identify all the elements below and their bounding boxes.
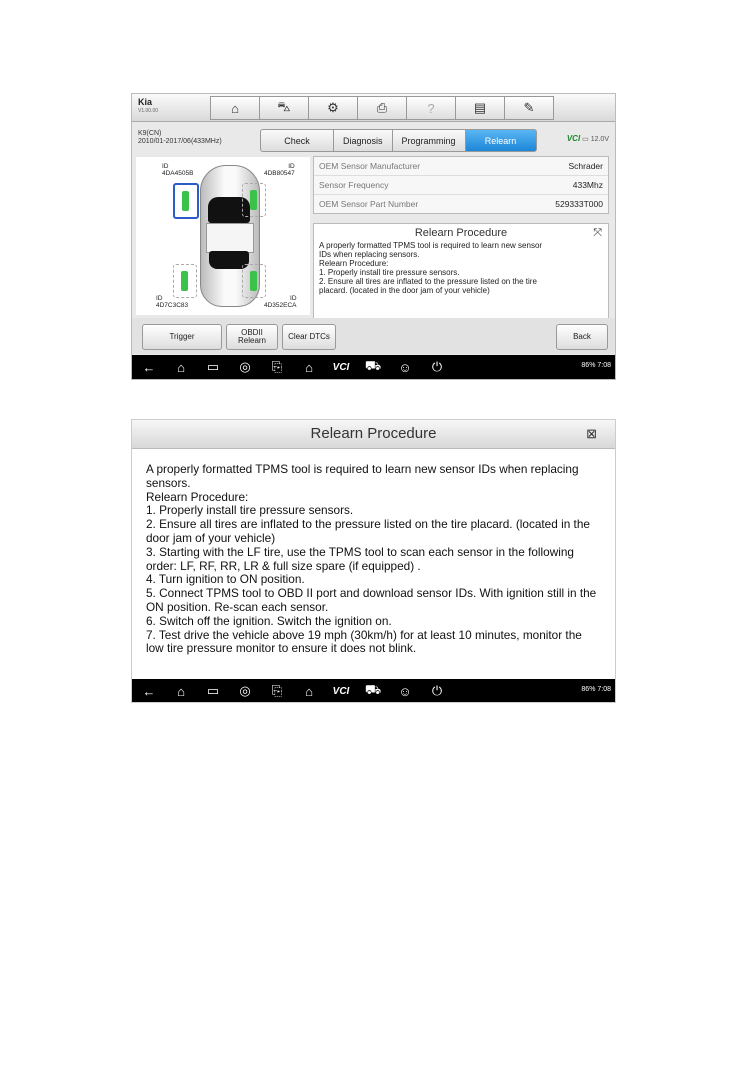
oem-value: 529333T000 [555,199,603,209]
text-line: 5. Connect TPMS tool to OBD II port and download sensor IDs. With ignition still in the [146,586,597,601]
text-line: low tire pressure monitor to ensure it does not blink. [146,641,417,656]
back-icon[interactable]: ← [142,683,156,699]
maxisys-home-icon[interactable]: ⌂ [305,359,313,375]
chrome-icon[interactable]: ◎ [239,359,251,374]
oem-value: 433Mhz [572,180,603,190]
help-icon[interactable]: ? [406,96,455,120]
app-version: V1.00.00 [138,108,159,114]
text-line: sensors. [146,475,191,490]
vci-icon[interactable]: VCI [332,361,350,373]
function-tabs [260,129,537,152]
clock: 7:08 [597,686,611,693]
action-bar [132,318,615,354]
chrome-icon[interactable]: ◎ [239,683,251,698]
vehicle-lift-icon[interactable]: ⛍ [259,96,308,120]
button-label: OBDII [241,328,263,337]
relearn-text [146,463,606,656]
home-icon[interactable]: ⌂ [210,96,259,120]
relearn-procedure-fullscreen [131,419,616,703]
back-button[interactable]: Back [556,324,608,350]
oem-row [314,195,608,213]
battery-percent: 86% [581,686,596,693]
vci-status [567,134,609,143]
tpms-relearn-screen [131,93,616,380]
tire-rf[interactable] [242,183,266,217]
trigger-button[interactable]: Trigger [142,324,222,350]
text-line: 1. Properly install tire pressure sensors. [319,268,460,277]
power-icon[interactable]: ⏻ [431,359,443,374]
android-nav-bar [132,355,615,379]
text-line: A properly formatted TPMS tool is required to learn new sensor IDs when replacing [146,462,579,476]
text-line: 3. Starting with the LF tire, use the TPMS tool to scan each sensor in the following [146,544,574,559]
tire-lf[interactable] [173,183,199,219]
gear-icon[interactable]: ⚙ [308,96,357,120]
obdii-relearn-button[interactable] [226,324,278,350]
oem-value: Schrader [568,161,603,171]
tire-sensor-panel [136,157,310,315]
tire-sensor-indicator [181,271,188,291]
sensor-id-value: 4D7C3C83 [156,302,189,309]
text-line: IDs when replacing sensors. [319,250,420,259]
vci-icon[interactable]: VCI [332,685,350,697]
vehicle-icon[interactable]: ⛟ [364,358,382,373]
sensor-id-rr [264,295,297,309]
battery-percent: 86% [581,362,596,369]
text-line: Relearn Procedure: [319,259,389,268]
clock: 7:08 [597,362,611,369]
save-icon[interactable]: ▤ [455,96,504,120]
status-area [581,362,611,369]
oem-sensor-info [313,156,609,214]
home-icon[interactable]: ⌂ [177,359,185,375]
users-icon[interactable]: ☺ [398,683,412,699]
printer-icon[interactable]: ⎙ [357,96,406,120]
oem-label: OEM Sensor Manufacturer [319,161,421,171]
vehicle-years: 2010/01-2017/06(433MHz) [138,138,222,145]
sensor-id-label: ID [290,295,297,302]
text-line: A properly formatted TPMS tool is required to learn new sensor [319,241,543,250]
vci-icon: VCI [566,134,581,143]
expand-icon[interactable]: ⤧ [593,227,602,239]
sensor-id-rf [264,163,295,177]
android-nav-bar [132,679,615,703]
oem-label: OEM Sensor Part Number [319,199,419,209]
tire-sensor-indicator [182,191,189,211]
relearn-title: Relearn Procedure [414,227,508,239]
home-icon[interactable]: ⌂ [177,683,185,699]
tab-diagnosis[interactable]: Diagnosis [333,129,392,152]
tab-programming[interactable]: Programming [392,129,465,152]
oem-row [314,176,608,195]
text-line: Relearn Procedure: [146,489,249,504]
battery-voltage: 12.0V [590,136,609,143]
recent-apps-icon[interactable]: ▭ [206,683,220,698]
tire-sensor-indicator [250,271,257,291]
tab-relearn[interactable]: Relearn [465,129,537,152]
oem-label: Sensor Frequency [319,180,389,190]
pen-icon[interactable]: ✎ [504,96,554,120]
button-label: Relearn [237,336,266,345]
tire-rr[interactable] [242,264,266,298]
text-line: door jam of your vehicle) [146,530,276,545]
relearn-procedure-box[interactable] [313,223,609,319]
tab-check[interactable]: Check [260,129,333,152]
status-area [581,686,611,693]
top-toolbar [132,94,615,122]
brand-make: Kia [138,97,153,107]
relearn-text [314,239,608,297]
vehicle-brand [138,98,158,116]
oem-row [314,157,608,176]
sensor-id-value: 4DB80547 [264,170,295,177]
text-line: 2. Ensure all tires are inflated to the pressure listed on the tire placard. (located in the [146,517,590,532]
sensor-id-label: ID [156,295,163,302]
text-line: 7. Test drive the vehicle above 19 mph (30km/h) for at least 10 minutes, monitor the [146,627,582,642]
screenshot-icon[interactable]: ⎘ [271,359,283,374]
sensor-id-lf [162,163,193,177]
power-icon[interactable]: ⏻ [431,683,443,698]
screenshot-icon[interactable]: ⎘ [271,683,283,698]
relearn-header [132,420,615,449]
sensor-id-label: ID [288,163,295,170]
vehicle-model: K9(CN) [138,130,162,137]
users-icon[interactable]: ☺ [398,359,412,375]
clear-dtcs-button[interactable]: Clear DTCs [282,324,336,350]
sensor-id-label: ID [162,163,169,170]
vehicle-info [138,130,222,146]
tire-sensor-indicator [250,190,257,210]
tire-lr[interactable] [173,264,197,298]
text-line: 1. Properly install tire pressure sensors. [146,503,354,518]
maxisys-home-icon[interactable]: ⌂ [305,683,313,699]
car-roof [206,223,254,253]
recent-apps-icon[interactable]: ▭ [206,359,220,374]
sensor-id-value: 4DA4505B [162,170,194,177]
vehicle-icon[interactable]: ⛟ [364,682,382,697]
text-line: placard. (located in the door jam of your vehicle) [319,286,490,295]
back-icon[interactable]: ← [142,359,156,375]
battery-icon: ▭ [582,136,591,143]
relearn-title: Relearn Procedure [310,425,437,442]
text-line: 2. Ensure all tires are inflated to the pressure listed on the tire [319,277,537,286]
text-line: 6. Switch off the ignition. Switch the ignition on. [146,613,392,628]
text-line: 4. Turn ignition to ON position. [146,572,305,587]
text-line: ON position. Re-scan each sensor. [146,599,329,614]
text-line: order: LF, RF, RR, LR & full size spare (if equipped) . [146,558,421,573]
collapse-icon[interactable]: ⊠ [586,426,597,441]
sensor-id-value: 4D352ECA [264,302,297,309]
